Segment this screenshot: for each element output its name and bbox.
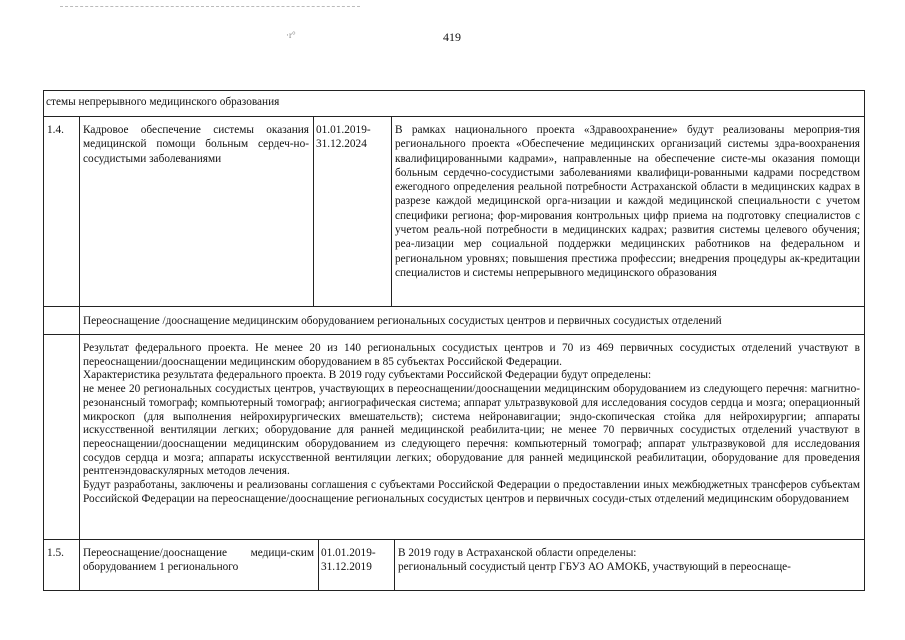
federal-result-paragraph: Будут разработаны, заключены и реализованы соглашения с субъектами Российской Федерации о предоставлении иных межбюджетных трансферов субъектам Российской Федерации на переоснащение/дооснащение региональных сосудистых центров и первичных сосуди-стых отделений медицинским оборудованием <box>83 479 860 505</box>
continuation-text: стемы непрерывного медицинского образования <box>46 96 280 108</box>
section-header: Переоснащение /дооснащение медицинским оборудованием региональных сосудистых центров и первичных сосудистых отделений <box>83 315 722 327</box>
scan-mark: ·r° <box>286 30 296 40</box>
federal-result-paragraph: Результат федерального проекта. Не менее 20 из 140 региональных сосудистых центров и 70 из 469 первичных сосудистых отделений участвуют в переоснащении/дооснащении медицинским оборудованием в 85 субъектах Российской Федерации. <box>83 342 860 368</box>
row-1-5-name: Переоснащение/дооснащение медици-ским оборудованием 1 регионального <box>83 547 314 574</box>
row-1-5-description-line: В 2019 году в Астраханской области определены: <box>398 547 637 559</box>
row-1-4-end-date: 31.12.2024 <box>316 138 367 151</box>
row-1-4-description: В рамках национального проекта «Здравоохранение» будут реализованы мероприя-тия регионального проекта «Обеспечение медицинских организаций системы здра-воохранения квалифицированными кадрами», направленные на обеспечение систе-мы оказания помощи больным сердечно-сосудистыми заболеваниями квалифици-рованными кадрами посредством ежегодного определения реальной потребности Астраханской области в медицинских кадрах в разрезе каждой медицинской орга-низации и каждой медицинской специальности с учетом специфики региона; фор-мирования контрольных цифр приема на подготовку специалистов с учетом реаль-ной потребности в медицинских кадрах; развития системы целевого обучения; реа-лизации мер социальной поддержки медицинских работников на федеральном и региональном уровнях; повышения престижа профессии; внедрения процедуры ак-кредитации специалистов и системы непрерывного медицинского образования <box>395 124 860 279</box>
row-1-4-dates <box>316 123 390 152</box>
row-1-4-start-date: 01.01.2019- <box>316 124 371 136</box>
scan-top-artifact <box>60 6 360 7</box>
federal-result-paragraph: Характеристика результата федерального проекта. В 2019 году субъектами Российской Федерации будут определены: <box>83 369 652 382</box>
row-1-4-name: Кадровое обеспечение системы оказания медицинской помощи больным сердеч-но-сосудистыми заболеваниями <box>83 124 309 165</box>
row-1-5-start-date: 01.01.2019- <box>321 547 376 559</box>
row-1-5-number: 1.5. <box>47 547 64 559</box>
row-1-5-description-line: региональный сосудистый центр ГБУЗ АО АМОКБ, участвующий в переоснаще- <box>398 561 791 574</box>
federal-result-paragraph: не менее 20 региональных сосудистых центров, участвующих в переоснащении/дооснащении медицинским оборудованием из следующего перечня: магнитно-резонансный томограф; компьютерный томограф; ангиографическая система; аппарат ультразвуковой для исследования сосудов сердца и мозга; операционный микроскоп (для выполнения нейрохирургических вмешательств); система нейронавигации; эндо-скопическая стойка для нейрохирургии; аппараты искусственной вентиляции легких; оборудование для ранней медицинской реабилита-ции; не менее 70 первичных сосудистых отделений участвуют в переоснащении/дооснащении медицинским оборудованием из следующего перечня: компьютерный томограф; аппарат ультразвуковой для исследования сосудов сердца и мозга; аппараты искусственной вентиляции легких; оборудование для ранней медицинской реабилитации, оборудование для проведения рентгенэндоваскулярных методов лечения. <box>83 383 860 478</box>
row-1-5-description <box>398 546 860 575</box>
row-1-4-number: 1.4. <box>47 124 64 136</box>
federal-result-text <box>83 342 860 506</box>
row-1-5-dates <box>321 546 393 575</box>
measures-table <box>43 90 865 590</box>
page-number: 419 <box>443 30 461 44</box>
row-1-5-end-date: 31.12.2019 <box>321 561 372 574</box>
